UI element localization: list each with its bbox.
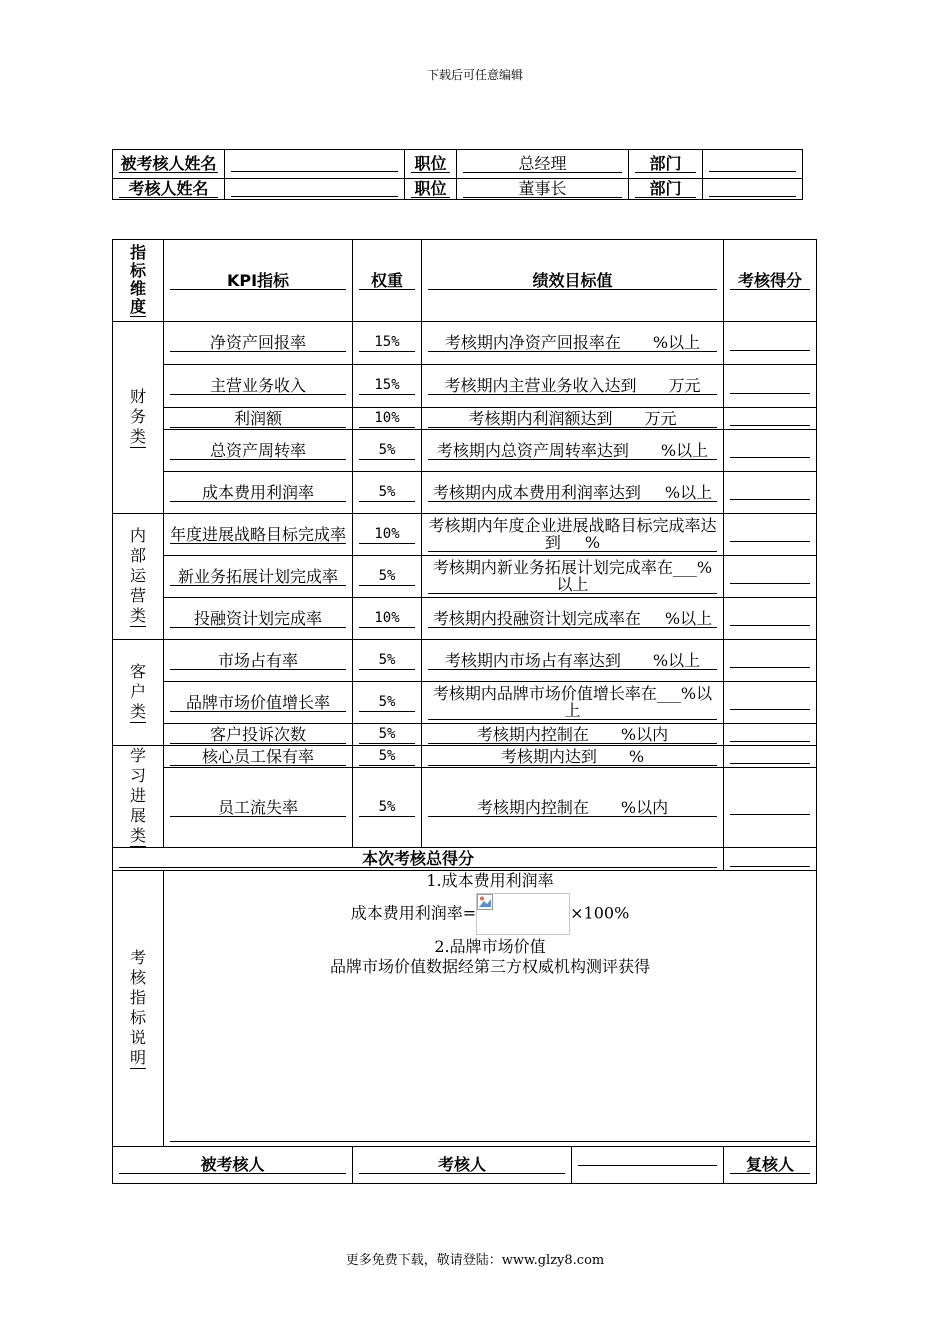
- total-score-field[interactable]: [730, 852, 810, 867]
- score-field[interactable]: [730, 800, 810, 815]
- total-label: 本次考核总得分: [119, 850, 717, 868]
- kpi-name: 净资产回报率: [170, 334, 346, 352]
- kpi-weight: 5%: [359, 694, 415, 712]
- score-field[interactable]: [730, 569, 810, 584]
- header-score: 考核得分: [730, 272, 810, 290]
- kpi-target: 考核期内净资产回报率在____%以上: [428, 334, 717, 352]
- score-field[interactable]: [730, 653, 810, 668]
- table-row: [113, 724, 817, 746]
- notes-label: 考核指标说明: [130, 948, 147, 1067]
- kpi-name: 总资产周转率: [170, 442, 346, 460]
- notes-content: [170, 871, 810, 1142]
- table-row: [113, 682, 817, 724]
- kpi-target: 考核期内主营业务收入达到____万元: [428, 377, 717, 395]
- kpi-target: 考核期内投融资计划完成率在___%以上: [428, 610, 717, 628]
- department-label: 部门: [635, 155, 696, 173]
- appraiser-name-label: 考核人姓名: [119, 180, 218, 198]
- score-field[interactable]: [730, 727, 810, 742]
- group-label: 内部运营类: [130, 526, 147, 625]
- kpi-target: 考核期内新业务拓展计划完成率在___%以上: [428, 559, 717, 594]
- kpi-target: 考核期内市场占有率达到____%以上: [428, 652, 717, 670]
- score-field[interactable]: [730, 749, 810, 764]
- table-row: [113, 322, 817, 365]
- notes-row: [113, 871, 817, 1147]
- kpi-target: 考核期内控制在____%以内: [428, 726, 717, 744]
- score-field[interactable]: [730, 527, 810, 542]
- score-field[interactable]: [730, 611, 810, 626]
- kpi-target: 考核期内品牌市场价值增长率在___%以上: [428, 685, 717, 720]
- appraisee-name-field[interactable]: [231, 157, 398, 172]
- table-row: [113, 768, 817, 848]
- header-weight: 权重: [359, 272, 415, 290]
- table-row: [113, 430, 817, 472]
- group-label: 财务类: [130, 387, 147, 446]
- kpi-name: 投融资计划完成率: [170, 610, 346, 628]
- formula-image-placeholder: [476, 893, 570, 935]
- position-value[interactable]: 总经理: [463, 155, 622, 173]
- kpi-name: 新业务拓展计划完成率: [170, 568, 346, 586]
- kpi-name: 核心员工保有率: [170, 748, 346, 766]
- kpi-target: 考核期内利润额达到____万元: [428, 410, 717, 428]
- note-item2-title: 2.品牌市场价值: [434, 937, 546, 956]
- table-row: [113, 514, 817, 556]
- kpi-target: 考核期内达到____%: [428, 748, 717, 766]
- kpi-weight: 10%: [359, 526, 415, 544]
- kpi-weight: 10%: [359, 410, 415, 428]
- kpi-weight: 15%: [359, 334, 415, 352]
- kpi-weight: 10%: [359, 610, 415, 628]
- kpi-weight: 5%: [359, 748, 415, 766]
- kpi-name: 成本费用利润率: [170, 484, 346, 502]
- info-row-appraiser: [113, 179, 803, 200]
- score-field[interactable]: [730, 336, 810, 351]
- kpi-name: 利润额: [170, 410, 346, 428]
- kpi-table: [112, 239, 817, 1184]
- kpi-weight: 5%: [359, 442, 415, 460]
- kpi-name: 品牌市场价值增长率: [170, 694, 346, 712]
- kpi-weight: 5%: [359, 652, 415, 670]
- table-row: [113, 746, 817, 768]
- table-row: [113, 556, 817, 598]
- kpi-target: 考核期内总资产周转率达到____%以上: [428, 442, 717, 460]
- kpi-weight: 5%: [359, 726, 415, 744]
- total-row: [113, 848, 817, 871]
- kpi-name: 市场占有率: [170, 652, 346, 670]
- table-row: [113, 640, 817, 682]
- kpi-target: 考核期内成本费用利润率达到___%以上: [428, 484, 717, 502]
- info-row-appraisee: [113, 150, 803, 179]
- signature-row: [113, 1147, 817, 1184]
- formula-left: 成本费用利润率=: [350, 903, 477, 923]
- kpi-name: 主营业务收入: [170, 377, 346, 395]
- score-field[interactable]: [730, 485, 810, 500]
- header-dimension: 指标维度: [130, 243, 147, 316]
- signature-reviewer[interactable]: 复核人: [730, 1156, 810, 1174]
- kpi-weight: 5%: [359, 568, 415, 586]
- department-field[interactable]: [709, 157, 796, 172]
- appraisee-name-label: 被考核人姓名: [120, 154, 217, 173]
- score-field[interactable]: [730, 411, 810, 426]
- department-field[interactable]: [709, 182, 796, 197]
- kpi-name: 年度进展战略目标完成率: [170, 524, 347, 544]
- signature-appraiser[interactable]: 考核人: [359, 1156, 565, 1174]
- formula-right: ×100%: [570, 903, 630, 923]
- header-note: 下载后可任意编辑: [426, 68, 523, 82]
- table-row: [113, 408, 817, 430]
- kpi-target: 考核期内年度企业进展战略目标完成率达到___%: [428, 516, 717, 552]
- kpi-weight: 15%: [359, 377, 415, 395]
- kpi-weight: 5%: [359, 799, 415, 817]
- kpi-name: 员工流失率: [170, 799, 346, 817]
- kpi-weight: 5%: [359, 484, 415, 502]
- appraiser-name-field[interactable]: [231, 182, 398, 197]
- note-item2-desc: 品牌市场价值数据经第三方权威机构测评获得: [329, 957, 650, 976]
- footer-note: 更多免费下载，敬请登陆：www.glzy8.com: [345, 1253, 605, 1268]
- score-field[interactable]: [730, 695, 810, 710]
- score-field[interactable]: [730, 379, 810, 394]
- score-field[interactable]: [730, 443, 810, 458]
- position-value[interactable]: 董事长: [463, 180, 622, 198]
- formula-line: [170, 893, 810, 935]
- table-row: [113, 472, 817, 514]
- group-label: 客户类: [130, 662, 147, 721]
- signature-appraisee[interactable]: 被考核人: [119, 1156, 346, 1174]
- broken-image-icon: [477, 894, 493, 910]
- department-label: 部门: [635, 180, 696, 198]
- table-row: [113, 598, 817, 640]
- signature-reviewer-left[interactable]: [578, 1165, 717, 1166]
- position-label: 职位: [411, 155, 450, 173]
- kpi-name: 客户投诉次数: [170, 726, 346, 744]
- table-row: [113, 365, 817, 408]
- info-table: [112, 149, 803, 200]
- kpi-header-row: [113, 240, 817, 322]
- kpi-target: 考核期内控制在____%以内: [428, 799, 717, 817]
- header-kpi: KPI指标: [170, 272, 346, 290]
- position-label: 职位: [411, 180, 450, 198]
- header-target: 绩效目标值: [428, 272, 717, 290]
- note-item1-title: 1.成本费用利润率: [426, 871, 554, 890]
- group-label: 学习进展类: [130, 746, 147, 845]
